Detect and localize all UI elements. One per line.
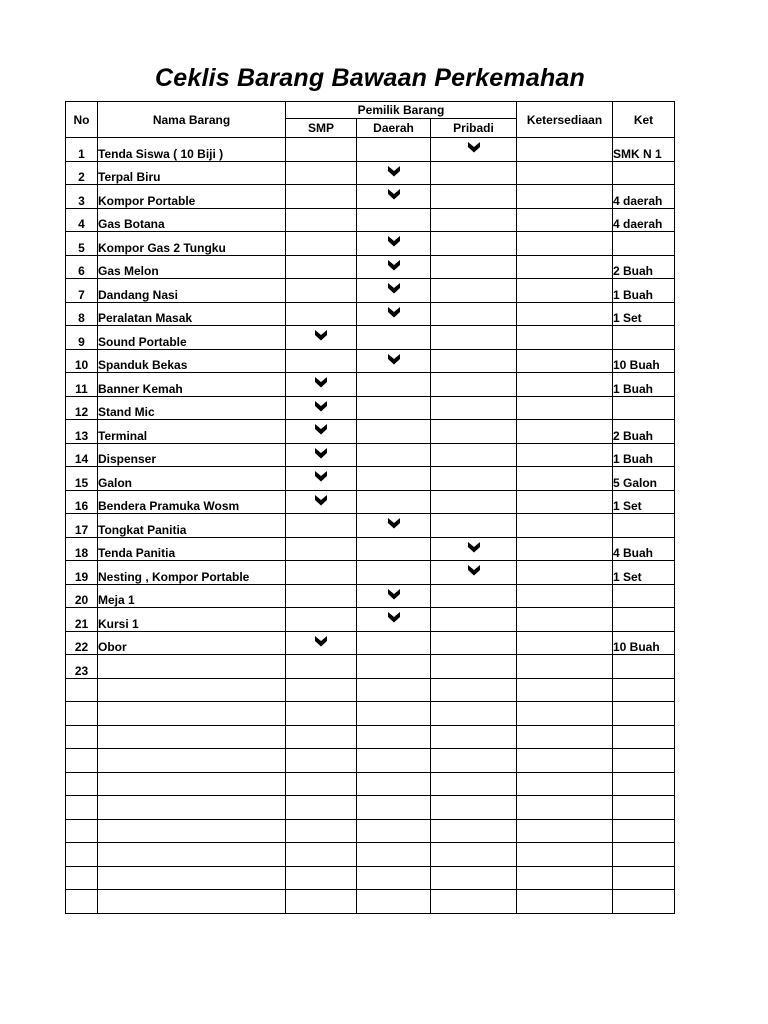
item-name (98, 890, 286, 914)
item-name (98, 749, 286, 773)
ket-cell: 10 Buah (613, 349, 675, 373)
table-row (66, 561, 675, 585)
ketersediaan-cell (517, 373, 613, 397)
ket-cell: 4 daerah (613, 208, 675, 232)
owner-pribadi-cell (431, 420, 517, 444)
owner-smp-cell (286, 161, 357, 185)
owner-pribadi-cell (431, 561, 517, 585)
chevron-check-icon (314, 423, 328, 435)
ket-cell: 2 Buah (613, 420, 675, 444)
ket-cell (613, 866, 675, 890)
ketersediaan-cell (517, 326, 613, 350)
row-number (66, 843, 98, 867)
item-name: Terminal (98, 420, 286, 444)
item-name (98, 655, 286, 679)
owner-smp-cell (286, 561, 357, 585)
owner-daerah-cell (357, 843, 431, 867)
owner-pribadi-cell (431, 655, 517, 679)
chevron-check-icon (314, 329, 328, 341)
row-number: 13 (66, 420, 98, 444)
owner-daerah-cell (357, 537, 431, 561)
owner-pribadi-cell (431, 584, 517, 608)
owner-pribadi-cell (431, 514, 517, 538)
ket-cell (613, 819, 675, 843)
ket-cell (613, 326, 675, 350)
owner-daerah-cell (357, 443, 431, 467)
chevron-check-icon (387, 353, 401, 365)
owner-pribadi-cell (431, 302, 517, 326)
ket-cell (613, 584, 675, 608)
owner-daerah-cell (357, 185, 431, 209)
row-number: 1 (66, 138, 98, 162)
table-row (66, 443, 675, 467)
table-row (66, 584, 675, 608)
chevron-check-icon (387, 306, 401, 318)
table-row (66, 866, 675, 890)
ket-cell (613, 232, 675, 256)
owner-smp-cell (286, 514, 357, 538)
table-row (66, 208, 675, 232)
ketersediaan-cell (517, 843, 613, 867)
ket-cell: 1 Set (613, 561, 675, 585)
owner-daerah-cell (357, 467, 431, 491)
chevron-check-icon (387, 588, 401, 600)
item-name: Nesting , Kompor Portable (98, 561, 286, 585)
owner-pribadi-cell (431, 396, 517, 420)
chevron-check-icon (314, 400, 328, 412)
ket-cell: 2 Buah (613, 255, 675, 279)
item-name: Obor (98, 631, 286, 655)
owner-pribadi-cell (431, 161, 517, 185)
row-number: 21 (66, 608, 98, 632)
chevron-check-icon (314, 635, 328, 647)
ket-cell: SMK N 1 (613, 138, 675, 162)
owner-pribadi-cell (431, 232, 517, 256)
owner-pribadi-cell (431, 208, 517, 232)
ket-cell: 5 Galon (613, 467, 675, 491)
row-number: 2 (66, 161, 98, 185)
ketersediaan-cell (517, 772, 613, 796)
owner-daerah-cell (357, 232, 431, 256)
owner-smp-cell (286, 467, 357, 491)
table-row (66, 796, 675, 820)
chevron-check-icon (387, 188, 401, 200)
item-name (98, 866, 286, 890)
chevron-check-icon (467, 564, 481, 576)
table-row (66, 514, 675, 538)
table-row (66, 279, 675, 303)
owner-smp-cell (286, 749, 357, 773)
owner-pribadi-cell (431, 279, 517, 303)
owner-daerah-cell (357, 890, 431, 914)
owner-daerah-cell (357, 161, 431, 185)
row-number: 10 (66, 349, 98, 373)
table-row (66, 702, 675, 726)
ket-cell (613, 749, 675, 773)
ket-cell: 1 Set (613, 490, 675, 514)
owner-daerah-cell (357, 490, 431, 514)
header-pemilik-barang: Pemilik Barang (286, 102, 517, 119)
owner-daerah-cell (357, 819, 431, 843)
owner-daerah-cell (357, 772, 431, 796)
owner-smp-cell (286, 208, 357, 232)
owner-daerah-cell (357, 420, 431, 444)
table-row (66, 725, 675, 749)
item-name: Kompor Portable (98, 185, 286, 209)
table-row (66, 608, 675, 632)
owner-smp-cell (286, 866, 357, 890)
ket-cell (613, 608, 675, 632)
row-number (66, 678, 98, 702)
owner-smp-cell (286, 396, 357, 420)
ket-cell (613, 655, 675, 679)
row-number (66, 866, 98, 890)
item-name: Gas Melon (98, 255, 286, 279)
table-row (66, 537, 675, 561)
ket-cell: 1 Buah (613, 443, 675, 467)
ketersediaan-cell (517, 890, 613, 914)
ketersediaan-cell (517, 584, 613, 608)
owner-smp-cell (286, 185, 357, 209)
owner-pribadi-cell (431, 678, 517, 702)
header-daerah: Daerah (357, 119, 431, 138)
row-number: 17 (66, 514, 98, 538)
ket-cell: 1 Set (613, 302, 675, 326)
owner-daerah-cell (357, 279, 431, 303)
owner-smp-cell (286, 302, 357, 326)
chevron-check-icon (387, 282, 401, 294)
ket-cell (613, 702, 675, 726)
owner-pribadi-cell (431, 866, 517, 890)
item-name: Tenda Siswa ( 10 Biji ) (98, 138, 286, 162)
owner-pribadi-cell (431, 138, 517, 162)
table-row (66, 255, 675, 279)
owner-smp-cell (286, 608, 357, 632)
ket-cell (613, 514, 675, 538)
chevron-check-icon (467, 141, 481, 153)
owner-smp-cell (286, 443, 357, 467)
ketersediaan-cell (517, 749, 613, 773)
owner-pribadi-cell (431, 185, 517, 209)
owner-daerah-cell (357, 302, 431, 326)
ket-cell: 4 daerah (613, 185, 675, 209)
item-name: Spanduk Bekas (98, 349, 286, 373)
owner-daerah-cell (357, 796, 431, 820)
owner-daerah-cell (357, 749, 431, 773)
owner-daerah-cell (357, 561, 431, 585)
row-number: 14 (66, 443, 98, 467)
ketersediaan-cell (517, 232, 613, 256)
owner-pribadi-cell (431, 702, 517, 726)
owner-pribadi-cell (431, 608, 517, 632)
owner-smp-cell (286, 279, 357, 303)
row-number: 7 (66, 279, 98, 303)
item-name: Kursi 1 (98, 608, 286, 632)
ketersediaan-cell (517, 796, 613, 820)
owner-smp-cell (286, 255, 357, 279)
owner-pribadi-cell (431, 490, 517, 514)
owner-daerah-cell (357, 373, 431, 397)
owner-daerah-cell (357, 655, 431, 679)
owner-smp-cell (286, 843, 357, 867)
header-ket: Ket (613, 102, 675, 138)
owner-smp-cell (286, 796, 357, 820)
table-row (66, 326, 675, 350)
ket-cell: 1 Buah (613, 373, 675, 397)
chevron-check-icon (387, 517, 401, 529)
ket-cell (613, 678, 675, 702)
header-nama-barang: Nama Barang (98, 102, 286, 138)
owner-smp-cell (286, 326, 357, 350)
owner-daerah-cell (357, 208, 431, 232)
ket-cell (613, 161, 675, 185)
table-row (66, 138, 675, 162)
owner-daerah-cell (357, 584, 431, 608)
row-number: 22 (66, 631, 98, 655)
owner-daerah-cell (357, 678, 431, 702)
owner-smp-cell (286, 232, 357, 256)
owner-daerah-cell (357, 138, 431, 162)
ket-cell (613, 725, 675, 749)
owner-daerah-cell (357, 514, 431, 538)
table-row (66, 302, 675, 326)
item-name: Galon (98, 467, 286, 491)
table-row (66, 631, 675, 655)
chevron-check-icon (314, 470, 328, 482)
ketersediaan-cell (517, 819, 613, 843)
ketersediaan-cell (517, 655, 613, 679)
row-number: 6 (66, 255, 98, 279)
header-no: No (66, 102, 98, 138)
ketersediaan-cell (517, 866, 613, 890)
owner-smp-cell (286, 537, 357, 561)
ket-cell (613, 843, 675, 867)
page-title: Ceklis Barang Bawaan Perkemahan (154, 64, 585, 92)
owner-smp-cell (286, 655, 357, 679)
ketersediaan-cell (517, 561, 613, 585)
table-row (66, 655, 675, 679)
ket-cell (613, 796, 675, 820)
owner-pribadi-cell (431, 631, 517, 655)
owner-pribadi-cell (431, 255, 517, 279)
ket-cell (613, 890, 675, 914)
checklist-table (65, 101, 675, 914)
ket-cell (613, 396, 675, 420)
item-name: Terpal Biru (98, 161, 286, 185)
ketersediaan-cell (517, 490, 613, 514)
row-number (66, 819, 98, 843)
owner-pribadi-cell (431, 725, 517, 749)
header-ketersediaan: Ketersediaan (517, 102, 613, 138)
row-number: 18 (66, 537, 98, 561)
ketersediaan-cell (517, 349, 613, 373)
chevron-check-icon (314, 376, 328, 388)
ketersediaan-cell (517, 185, 613, 209)
table-row (66, 490, 675, 514)
table-row (66, 819, 675, 843)
owner-smp-cell (286, 631, 357, 655)
owner-smp-cell (286, 725, 357, 749)
row-number: 19 (66, 561, 98, 585)
owner-smp-cell (286, 373, 357, 397)
table-row (66, 161, 675, 185)
item-name (98, 843, 286, 867)
row-number: 3 (66, 185, 98, 209)
chevron-check-icon (314, 447, 328, 459)
row-number: 16 (66, 490, 98, 514)
ketersediaan-cell (517, 514, 613, 538)
owner-pribadi-cell (431, 772, 517, 796)
ketersediaan-cell (517, 208, 613, 232)
ketersediaan-cell (517, 443, 613, 467)
ket-cell: 10 Buah (613, 631, 675, 655)
ketersediaan-cell (517, 608, 613, 632)
item-name: Peralatan Masak (98, 302, 286, 326)
item-name: Tenda Panitia (98, 537, 286, 561)
owner-smp-cell (286, 772, 357, 796)
table-row (66, 185, 675, 209)
ketersediaan-cell (517, 631, 613, 655)
item-name: Dispenser (98, 443, 286, 467)
owner-daerah-cell (357, 608, 431, 632)
owner-smp-cell (286, 584, 357, 608)
table-row (66, 678, 675, 702)
ket-cell: 1 Buah (613, 279, 675, 303)
owner-pribadi-cell (431, 796, 517, 820)
table-row (66, 749, 675, 773)
item-name: Banner Kemah (98, 373, 286, 397)
ket-cell: 4 Buah (613, 537, 675, 561)
owner-pribadi-cell (431, 890, 517, 914)
owner-smp-cell (286, 890, 357, 914)
ketersediaan-cell (517, 279, 613, 303)
item-name: Dandang Nasi (98, 279, 286, 303)
ketersediaan-cell (517, 678, 613, 702)
item-name (98, 678, 286, 702)
ketersediaan-cell (517, 420, 613, 444)
table-row (66, 349, 675, 373)
item-name (98, 702, 286, 726)
item-name (98, 819, 286, 843)
item-name: Tongkat Panitia (98, 514, 286, 538)
owner-daerah-cell (357, 255, 431, 279)
row-number: 15 (66, 467, 98, 491)
table-row (66, 232, 675, 256)
chevron-check-icon (387, 165, 401, 177)
row-number (66, 796, 98, 820)
owner-smp-cell (286, 420, 357, 444)
owner-daerah-cell (357, 396, 431, 420)
row-number: 20 (66, 584, 98, 608)
item-name (98, 796, 286, 820)
row-number (66, 772, 98, 796)
owner-daerah-cell (357, 349, 431, 373)
item-name: Gas Botana (98, 208, 286, 232)
owner-daerah-cell (357, 725, 431, 749)
table-row (66, 843, 675, 867)
row-number (66, 702, 98, 726)
table-row (66, 420, 675, 444)
ketersediaan-cell (517, 302, 613, 326)
owner-pribadi-cell (431, 349, 517, 373)
item-name (98, 772, 286, 796)
row-number (66, 725, 98, 749)
row-number: 12 (66, 396, 98, 420)
owner-pribadi-cell (431, 467, 517, 491)
table-row (66, 373, 675, 397)
table-row (66, 467, 675, 491)
row-number: 5 (66, 232, 98, 256)
owner-pribadi-cell (431, 326, 517, 350)
owner-smp-cell (286, 138, 357, 162)
table-row (66, 772, 675, 796)
row-number: 23 (66, 655, 98, 679)
owner-daerah-cell (357, 326, 431, 350)
owner-daerah-cell (357, 866, 431, 890)
item-name: Bendera Pramuka Wosm (98, 490, 286, 514)
ketersediaan-cell (517, 467, 613, 491)
ketersediaan-cell (517, 255, 613, 279)
row-number (66, 890, 98, 914)
row-number (66, 749, 98, 773)
ketersediaan-cell (517, 537, 613, 561)
owner-smp-cell (286, 349, 357, 373)
header-pribadi: Pribadi (431, 119, 517, 138)
owner-daerah-cell (357, 631, 431, 655)
item-name: Stand Mic (98, 396, 286, 420)
row-number: 9 (66, 326, 98, 350)
owner-daerah-cell (357, 702, 431, 726)
chevron-check-icon (387, 235, 401, 247)
ketersediaan-cell (517, 725, 613, 749)
owner-smp-cell (286, 819, 357, 843)
item-name: Sound Portable (98, 326, 286, 350)
item-name: Kompor Gas 2 Tungku (98, 232, 286, 256)
owner-pribadi-cell (431, 373, 517, 397)
owner-smp-cell (286, 702, 357, 726)
owner-pribadi-cell (431, 819, 517, 843)
row-number: 11 (66, 373, 98, 397)
chevron-check-icon (387, 611, 401, 623)
owner-pribadi-cell (431, 443, 517, 467)
chevron-check-icon (467, 541, 481, 553)
owner-pribadi-cell (431, 843, 517, 867)
table-row (66, 890, 675, 914)
owner-pribadi-cell (431, 537, 517, 561)
ket-cell (613, 772, 675, 796)
ketersediaan-cell (517, 138, 613, 162)
ketersediaan-cell (517, 161, 613, 185)
chevron-check-icon (314, 494, 328, 506)
header-smp: SMP (286, 119, 357, 138)
row-number: 8 (66, 302, 98, 326)
table-row (66, 396, 675, 420)
owner-smp-cell (286, 490, 357, 514)
chevron-check-icon (387, 259, 401, 271)
owner-smp-cell (286, 678, 357, 702)
ketersediaan-cell (517, 702, 613, 726)
item-name (98, 725, 286, 749)
item-name: Meja 1 (98, 584, 286, 608)
row-number: 4 (66, 208, 98, 232)
owner-pribadi-cell (431, 749, 517, 773)
ketersediaan-cell (517, 396, 613, 420)
